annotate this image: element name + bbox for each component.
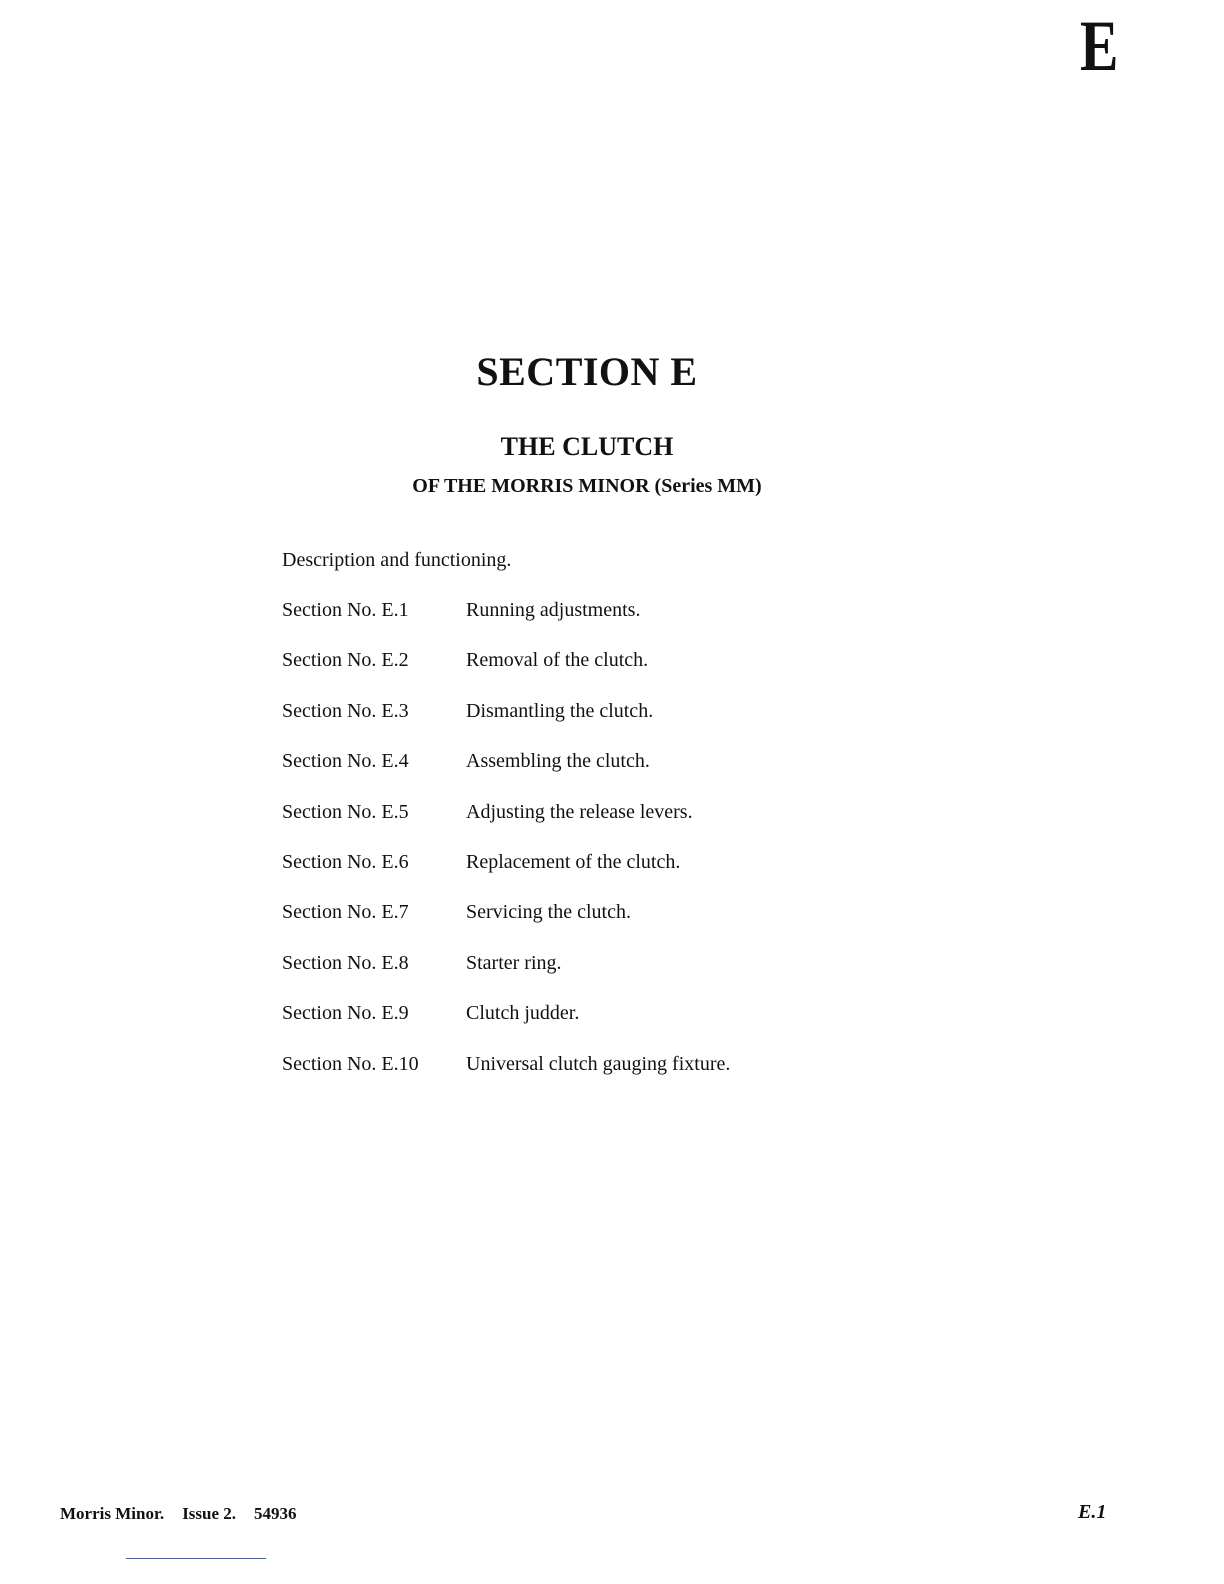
footer-issue: Issue 2. <box>182 1504 237 1523</box>
section-tab-letter: E <box>1080 6 1117 86</box>
contents-item <box>282 701 730 751</box>
contents-item <box>282 902 730 952</box>
section-number: Section No. E.1 <box>282 599 409 621</box>
section-number: Section No. E.5 <box>282 800 409 823</box>
section-title: Clutch judder. <box>466 1002 580 1025</box>
contents-item <box>282 600 730 650</box>
section-title: Replacement of the clutch. <box>466 850 681 873</box>
section-number: Section No. E.4 <box>282 750 409 773</box>
page-number: E.1 <box>1078 1501 1107 1523</box>
contents-item <box>282 650 730 700</box>
section-title: Removal of the clutch. <box>466 649 649 672</box>
section-title: Servicing the clutch. <box>466 901 631 924</box>
section-number: Section No. E.6 <box>282 850 409 873</box>
section-number: Section No. E.7 <box>282 901 409 924</box>
section-title: Universal clutch gauging fixture. <box>466 1052 731 1075</box>
section-number: Section No. E.2 <box>282 649 409 672</box>
contents-item <box>282 953 730 1003</box>
contents-item <box>282 751 730 801</box>
contents-item <box>282 1054 730 1104</box>
contents-item <box>282 1003 730 1053</box>
page-subtitle: THE CLUTCH <box>500 432 674 461</box>
section-number: Section No. E.10 <box>282 1052 419 1075</box>
footer-code: 54936 <box>254 1504 297 1523</box>
section-title: Running adjustments. <box>466 599 641 621</box>
section-number: Section No. E.3 <box>282 699 409 722</box>
footer-model: Morris Minor. <box>60 1504 165 1523</box>
contents-item <box>282 802 730 852</box>
page-title: SECTION E <box>476 349 698 394</box>
section-number: Section No. E.8 <box>282 951 409 974</box>
section-title: Adjusting the release levers. <box>466 800 693 823</box>
section-title: Dismantling the clutch. <box>466 699 654 722</box>
bottom-divider <box>126 1558 266 1559</box>
footer-publication-info <box>60 1505 315 1522</box>
contents-list <box>282 600 730 1104</box>
contents-item <box>282 852 730 902</box>
page-subheading: OF THE MORRIS MINOR (Series MM) <box>412 475 762 497</box>
section-title: Starter ring. <box>466 951 562 974</box>
section-number: Section No. E.9 <box>282 1002 409 1025</box>
description-entry: Description and functioning. <box>282 549 512 571</box>
section-title: Assembling the clutch. <box>466 750 650 773</box>
